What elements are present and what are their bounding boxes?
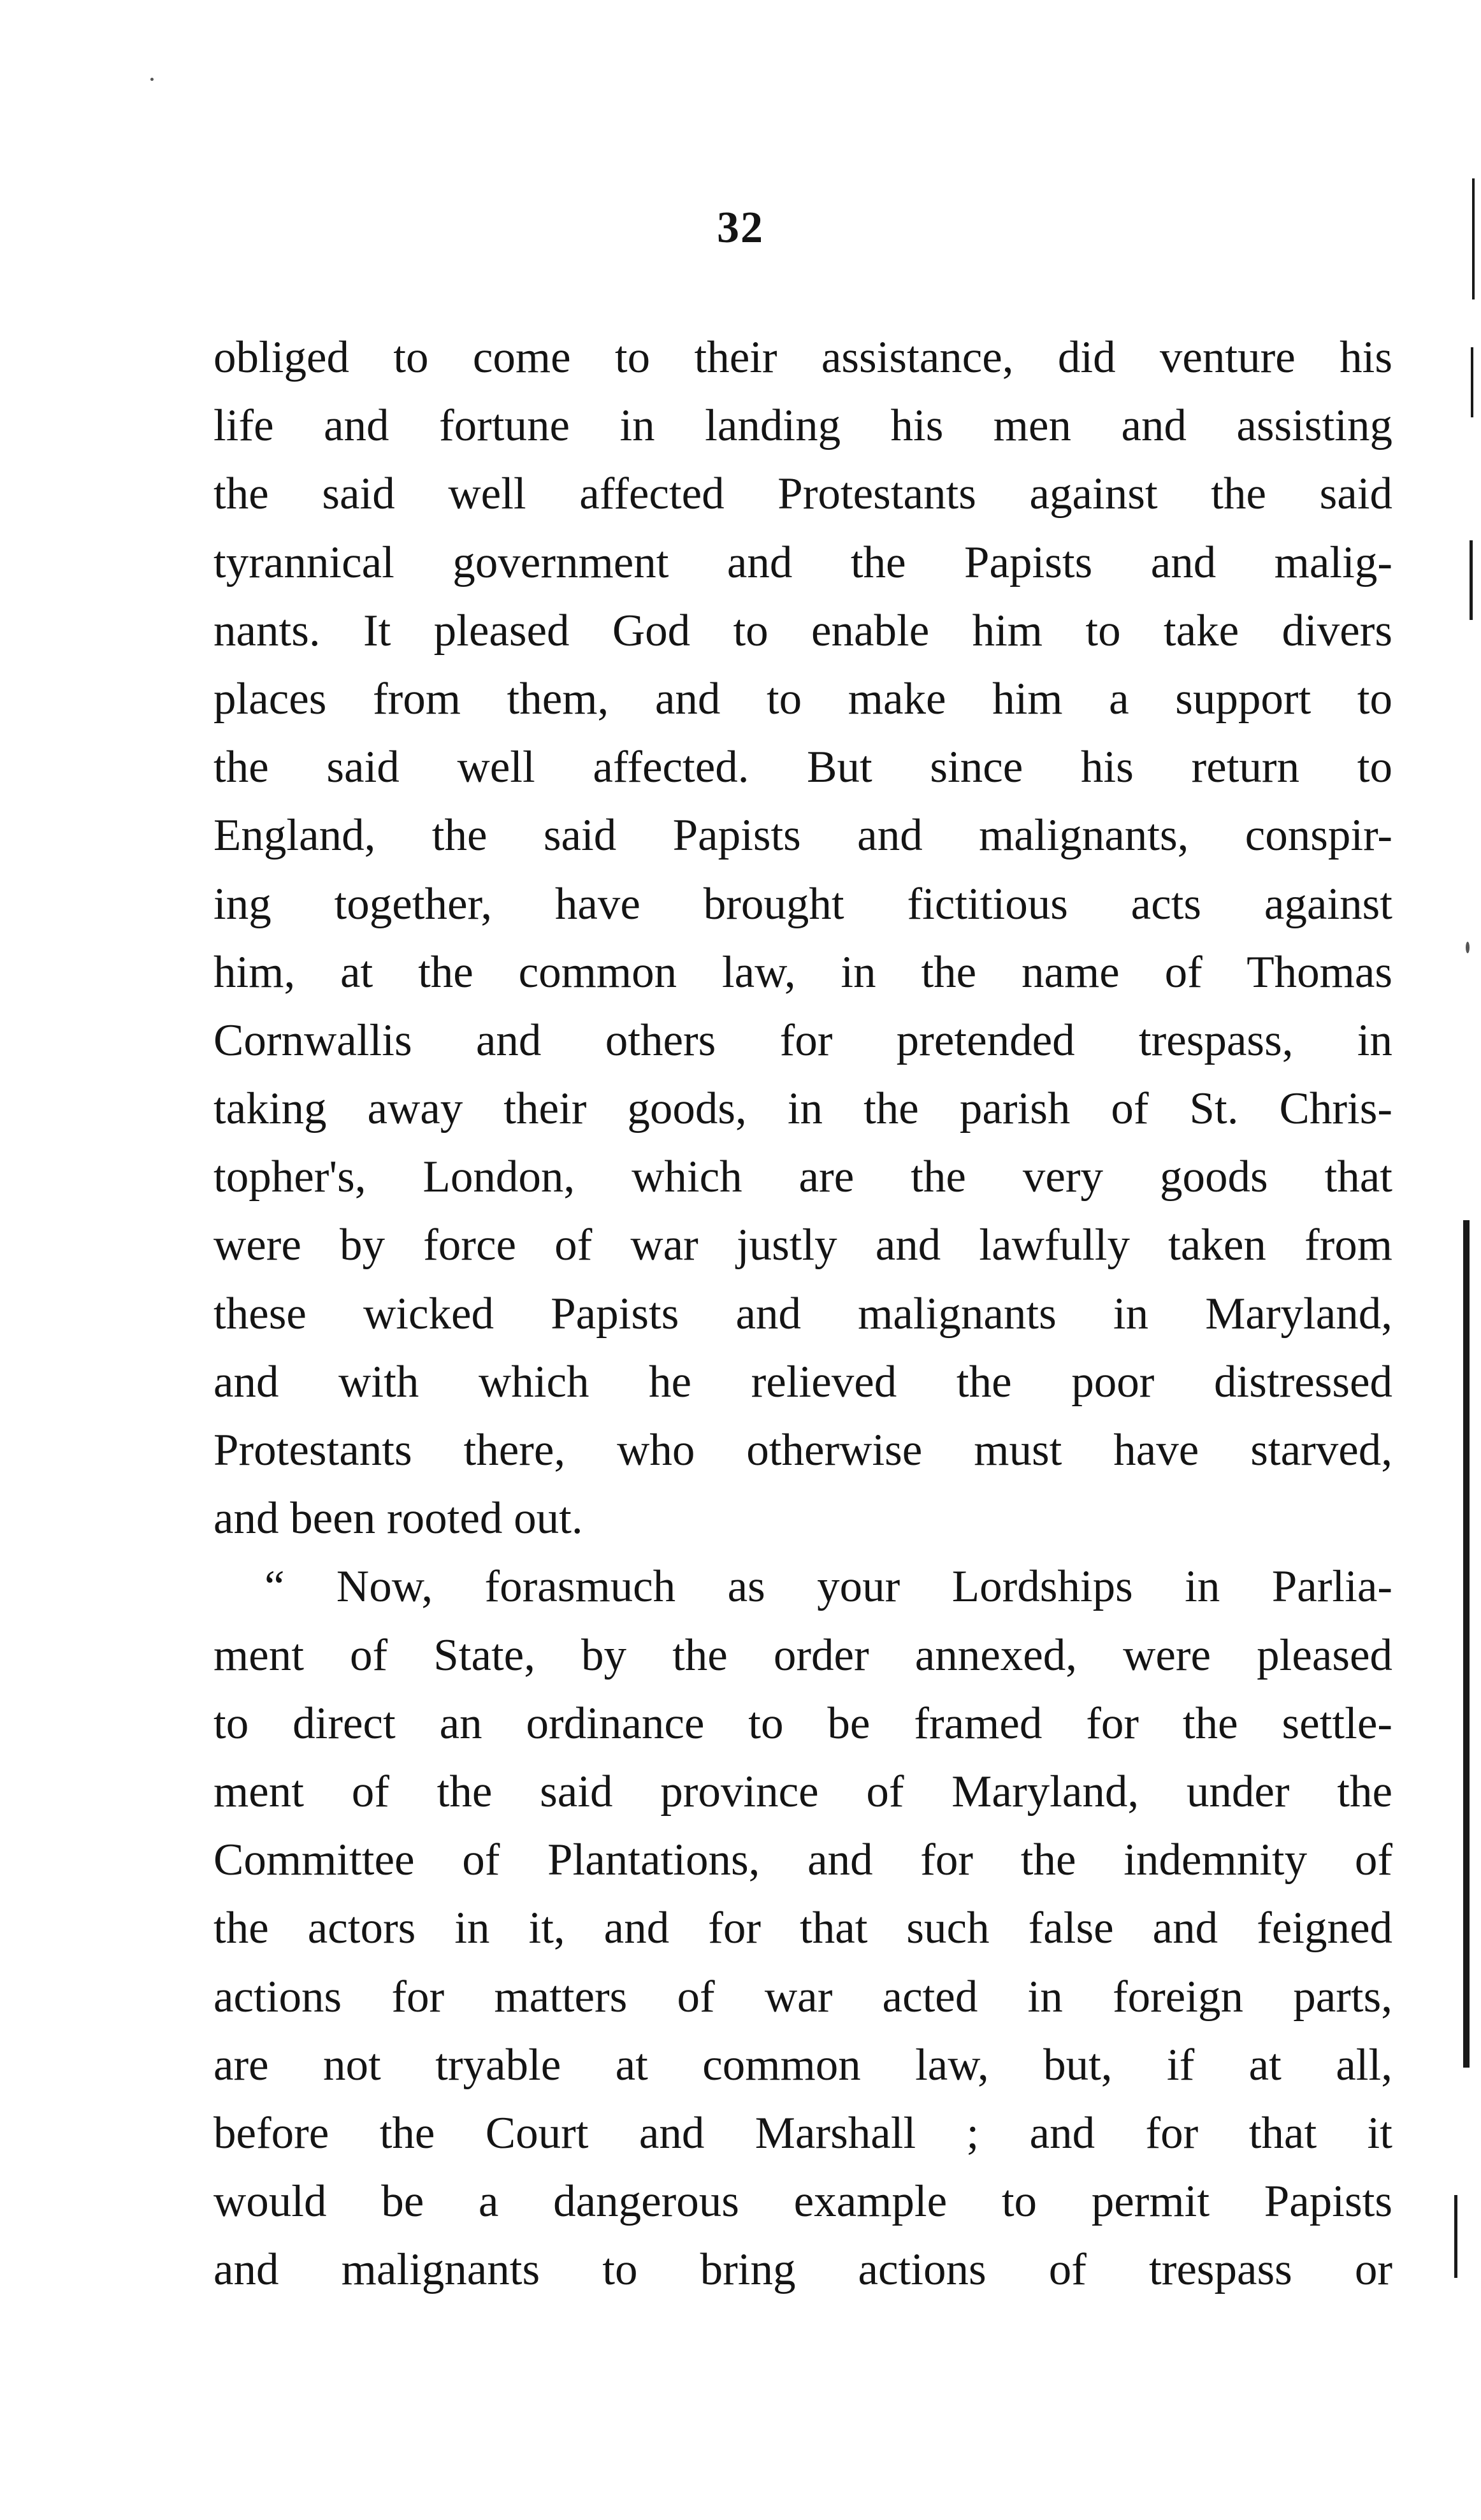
text-line: the said well affected. But since his return to bbox=[213, 742, 1392, 793]
text-line: nants. It pleased God to enable him to take divers bbox=[213, 605, 1392, 656]
text-line: would be a dangerous example to permit Papists bbox=[213, 2177, 1392, 2227]
text-line: and with which he relieved the poor distressed bbox=[213, 1357, 1392, 1407]
text-line: ing together, have brought fictitious acts against bbox=[213, 879, 1392, 929]
scan-edge-mark bbox=[1470, 540, 1473, 620]
text-line: life and fortune in landing his men and assisting bbox=[213, 401, 1392, 451]
text-line: to direct an ordinance to be framed for the settle- bbox=[213, 1698, 1392, 1748]
text-line: him, at the common law, in the name of Thomas bbox=[213, 947, 1392, 997]
scan-edge-mark bbox=[1463, 1220, 1470, 2068]
scan-edge-mark bbox=[1472, 178, 1475, 299]
text-line: Protestants there, who otherwise must have starved, bbox=[213, 1425, 1392, 1475]
scan-edge-mark bbox=[1454, 2195, 1457, 2278]
text-line: these wicked Papists and malignants in Maryland, bbox=[213, 1288, 1392, 1339]
text-line: are not tryable at common law, but, if at all, bbox=[213, 2040, 1392, 2090]
text-line: ment of the said province of Maryland, under the bbox=[213, 1766, 1392, 1817]
text-line: taking away their goods, in the parish of St. Chris- bbox=[213, 1084, 1392, 1134]
scan-edge-mark bbox=[1471, 347, 1473, 417]
text-line: places from them, and to make him a support to bbox=[213, 673, 1392, 724]
text-line: topher's, London, which are the very goods that bbox=[213, 1152, 1392, 1202]
text-line: actions for matters of war acted in foreign parts, bbox=[213, 1971, 1392, 2022]
text-line: and been rooted out. bbox=[213, 1494, 583, 1544]
text-line: “ Now, forasmuch as your Lordships in Parlia- bbox=[264, 1562, 1392, 1612]
paragraph-2 bbox=[213, 1553, 1392, 2304]
text-line: were by force of war justly and lawfully taken from bbox=[213, 1220, 1392, 1271]
body-text bbox=[213, 324, 1392, 2304]
text-line: and malignants to bring actions of trespass or bbox=[213, 2245, 1392, 2295]
text-line: Cornwallis and others for pretended trespass, in bbox=[213, 1015, 1392, 1065]
text-line: ment of State, by the order annexed, were pleased bbox=[213, 1630, 1392, 1680]
text-line: before the Court and Marshall ; and for that it bbox=[213, 2108, 1392, 2158]
scan-edge-dot bbox=[150, 78, 154, 81]
text-line: Committee of Plantations, and for the indemnity of bbox=[213, 1835, 1392, 1885]
text-line: the actors in it, and for that such false and feigned bbox=[213, 1903, 1392, 1954]
text-line: the said well affected Protestants against the said bbox=[213, 469, 1392, 519]
paragraph-1 bbox=[213, 324, 1392, 1553]
text-line: obliged to come to their assistance, did venture his bbox=[213, 333, 1392, 382]
page-number: 32 bbox=[717, 203, 764, 252]
scan-edge-dot bbox=[1466, 942, 1470, 953]
text-line: England, the said Papists and malignants, conspir- bbox=[213, 810, 1392, 861]
text-line: tyrannical government and the Papists and malig- bbox=[213, 537, 1392, 587]
